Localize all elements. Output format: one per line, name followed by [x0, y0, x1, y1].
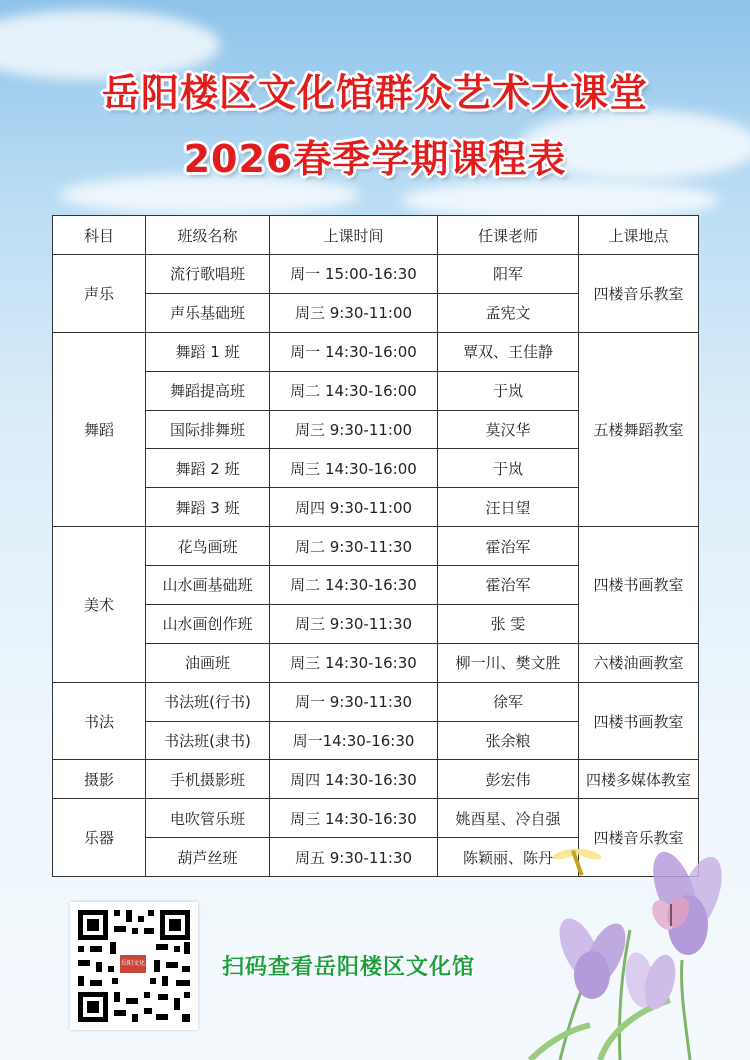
subject-cell: 书法 — [53, 682, 146, 760]
table-row — [53, 643, 699, 682]
qr-code-icon[interactable] — [70, 902, 198, 1030]
time-cell: 周四 14:30-16:30 — [270, 760, 438, 799]
time-cell: 周三 9:30-11:00 — [270, 293, 438, 332]
scan-qr-text: 扫码查看岳阳楼区文化馆 — [222, 955, 476, 980]
class-cell: 舞蹈 1 班 — [146, 332, 270, 371]
class-cell: 手机摄影班 — [146, 760, 270, 799]
column-header-class: 班级名称 — [146, 216, 270, 255]
teacher-cell: 汪日望 — [438, 488, 579, 527]
class-cell: 书法班(行书) — [146, 682, 270, 721]
column-header-teacher: 任课老师 — [438, 216, 579, 255]
teacher-cell: 姚酉星、冷自强 — [438, 799, 579, 838]
time-cell: 周三 9:30-11:30 — [270, 604, 438, 643]
class-cell: 舞蹈提高班 — [146, 371, 270, 410]
teacher-cell: 霍治军 — [438, 527, 579, 566]
subject-cell: 摄影 — [53, 760, 146, 799]
time-cell: 周五 9:30-11:30 — [270, 838, 438, 877]
column-header-subject: 科目 — [53, 216, 146, 255]
page-title: 岳阳楼区文化馆群众艺术大课堂 — [101, 71, 648, 115]
teacher-cell: 于岚 — [438, 449, 579, 488]
class-cell: 花鸟画班 — [146, 527, 270, 566]
table-row — [53, 799, 699, 838]
qr-logo-badge: 岳阳文化 — [120, 955, 146, 973]
teacher-cell: 莫汉华 — [438, 410, 579, 449]
time-cell: 周一 9:30-11:30 — [270, 682, 438, 721]
subject-cell: 乐器 — [53, 799, 146, 877]
teacher-cell: 霍治军 — [438, 566, 579, 605]
time-cell: 周二 9:30-11:30 — [270, 527, 438, 566]
class-cell: 电吹管乐班 — [146, 799, 270, 838]
teacher-cell: 孟宪文 — [438, 293, 579, 332]
subject-cell: 美术 — [53, 527, 146, 683]
location-cell: 四楼音乐教室 — [579, 799, 699, 877]
cloud-decoration — [400, 180, 720, 220]
column-header-time: 上课时间 — [270, 216, 438, 255]
location-cell: 四楼书画教室 — [579, 527, 699, 644]
time-cell: 周二 14:30-16:30 — [270, 566, 438, 605]
column-header-location: 上课地点 — [579, 216, 699, 255]
teacher-cell: 阳军 — [438, 255, 579, 294]
location-cell: 五楼舞蹈教室 — [579, 332, 699, 526]
dragonfly-icon — [548, 840, 608, 880]
class-cell: 声乐基础班 — [146, 293, 270, 332]
table-row — [53, 255, 699, 294]
time-cell: 周一 15:00-16:30 — [270, 255, 438, 294]
time-cell: 周二 14:30-16:00 — [270, 371, 438, 410]
location-cell: 四楼书画教室 — [579, 682, 699, 760]
location-cell: 六楼油画教室 — [579, 643, 699, 682]
location-cell: 四楼多媒体教室 — [579, 760, 699, 799]
class-cell: 山水画基础班 — [146, 566, 270, 605]
teacher-cell: 彭宏伟 — [438, 760, 579, 799]
teacher-cell: 于岚 — [438, 371, 579, 410]
subject-cell: 声乐 — [53, 255, 146, 333]
teacher-cell: 张余粮 — [438, 721, 579, 760]
time-cell: 周三 14:30-16:30 — [270, 799, 438, 838]
teacher-cell: 陈颖丽、陈丹 — [438, 838, 579, 877]
time-cell: 周三 14:30-16:30 — [270, 643, 438, 682]
location-cell: 四楼音乐教室 — [579, 255, 699, 333]
teacher-cell: 张 雯 — [438, 604, 579, 643]
teacher-cell: 徐军 — [438, 682, 579, 721]
page-subtitle: 2026春季学期课程表 — [183, 137, 567, 181]
time-cell: 周四 9:30-11:00 — [270, 488, 438, 527]
class-cell: 流行歌唱班 — [146, 255, 270, 294]
class-cell: 葫芦丝班 — [146, 838, 270, 877]
teacher-cell: 柳一川、樊文胜 — [438, 643, 579, 682]
time-cell: 周三 14:30-16:00 — [270, 449, 438, 488]
time-cell: 周三 9:30-11:00 — [270, 410, 438, 449]
subject-cell: 舞蹈 — [53, 332, 146, 526]
flower-illustration — [500, 840, 750, 1060]
class-cell: 山水画创作班 — [146, 604, 270, 643]
time-cell: 周一14:30-16:30 — [270, 721, 438, 760]
table-row — [53, 682, 699, 721]
class-cell: 舞蹈 3 班 — [146, 488, 270, 527]
table-row — [53, 760, 699, 799]
time-cell: 周一 14:30-16:00 — [270, 332, 438, 371]
class-cell: 国际排舞班 — [146, 410, 270, 449]
schedule-table — [52, 215, 699, 877]
class-cell: 油画班 — [146, 643, 270, 682]
class-cell: 舞蹈 2 班 — [146, 449, 270, 488]
class-cell: 书法班(隶书) — [146, 721, 270, 760]
table-header-row — [53, 216, 699, 255]
table-row — [53, 527, 699, 566]
table-row — [53, 332, 699, 371]
teacher-cell: 覃双、王佳静 — [438, 332, 579, 371]
